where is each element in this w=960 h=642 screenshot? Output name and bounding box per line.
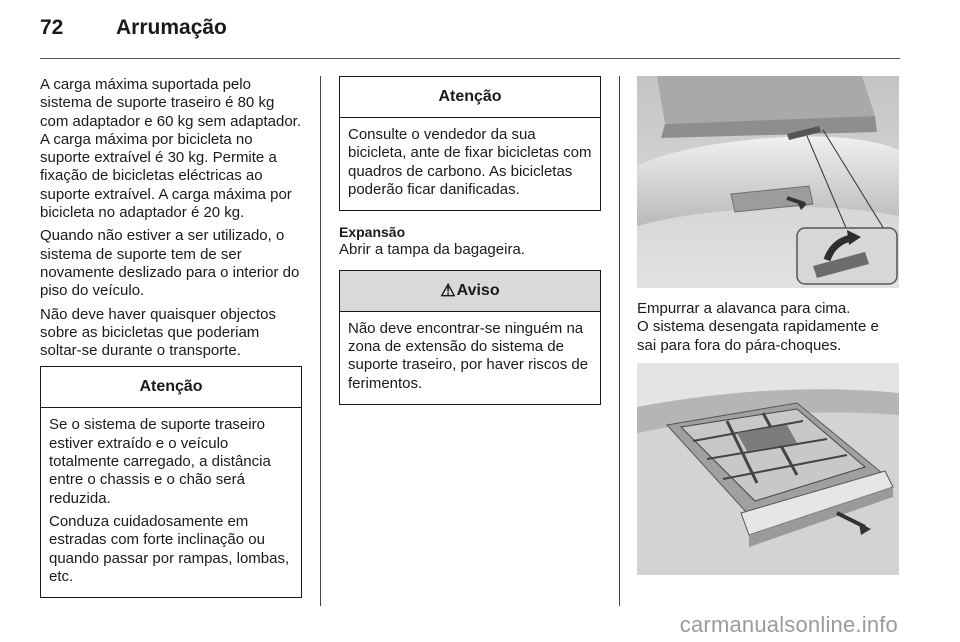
carrier-extended-graphic <box>637 363 899 575</box>
caption-system-releases: O sistema desengata rapidamente e sai para fora do pára-choques. <box>637 318 879 354</box>
column-3 <box>637 76 899 575</box>
paragraph-no-objects: Não deve haver quaisquer objectos sobre as bicicletas que poderiam soltar-se durante o transporte. <box>40 305 276 360</box>
warning-icon: ⚠ <box>440 280 456 300</box>
header-divider <box>40 58 900 59</box>
notice-box-clearance <box>40 366 302 598</box>
caption-push-lever: Empurrar a alavanca para cima. <box>637 300 851 317</box>
notice-title: Atenção <box>340 77 600 118</box>
watermark: carmanualsonline.info <box>679 612 898 637</box>
page-header <box>40 16 227 48</box>
warning-box <box>339 270 601 405</box>
column-divider-right <box>619 76 620 606</box>
notice-title: Atenção <box>41 367 301 408</box>
warning-title <box>340 271 600 312</box>
carrier-extended-illustration <box>637 363 899 575</box>
notice-text-1: Se o sistema de suporte traseiro estiver extraído e o veículo totalmente carregado, a distância entre o chassis e o chão será reduzida. <box>49 416 271 507</box>
notice-text-2: Conduza cuidadosamente em estradas com forte inclinação ou quando passar por rampas, lombas, etc. <box>49 512 290 585</box>
paragraph-max-load: A carga máxima suportada pelo sistema de suporte traseiro é 80 kg com adaptador e 60 kg sem adaptador. A carga máxima por bicicleta no suporte extraível é 30 kg. Permite a fixação de bicicletas eléctricas ao suporte extraível. A carga máxima por bicicleta no adaptador é 20 kg. <box>40 76 302 222</box>
warning-text: Não deve encontrar-se ninguém na zona de extensão do sistema de suporte traseiro, por haver riscos de ferimentos. <box>348 319 589 392</box>
page-title: Arrumação <box>116 16 227 39</box>
lever-illustration <box>637 76 899 288</box>
warning-label: Aviso <box>456 281 500 299</box>
paragraph-not-in-use: Quando não estiver a ser utilizado, o sistema de suporte tem de ser novamente deslizado para o interior do piso do veículo. <box>40 227 300 300</box>
page-number: 72 <box>40 16 64 39</box>
notice-text: Consulte o vendedor da sua bicicleta, ante de fixar bicicletas com quadros de carbono. As bicicletas poderão ficar danificadas. <box>348 126 592 198</box>
lever-illustration-graphic <box>637 76 899 288</box>
section-heading-expansion: Expansão <box>339 224 406 241</box>
column-2 <box>339 76 601 405</box>
column-1 <box>40 76 302 598</box>
notice-box-carbon <box>339 76 601 211</box>
paragraph-open-tailgate: Abrir a tampa da bagageira. <box>339 241 525 259</box>
column-divider-left <box>320 76 321 606</box>
